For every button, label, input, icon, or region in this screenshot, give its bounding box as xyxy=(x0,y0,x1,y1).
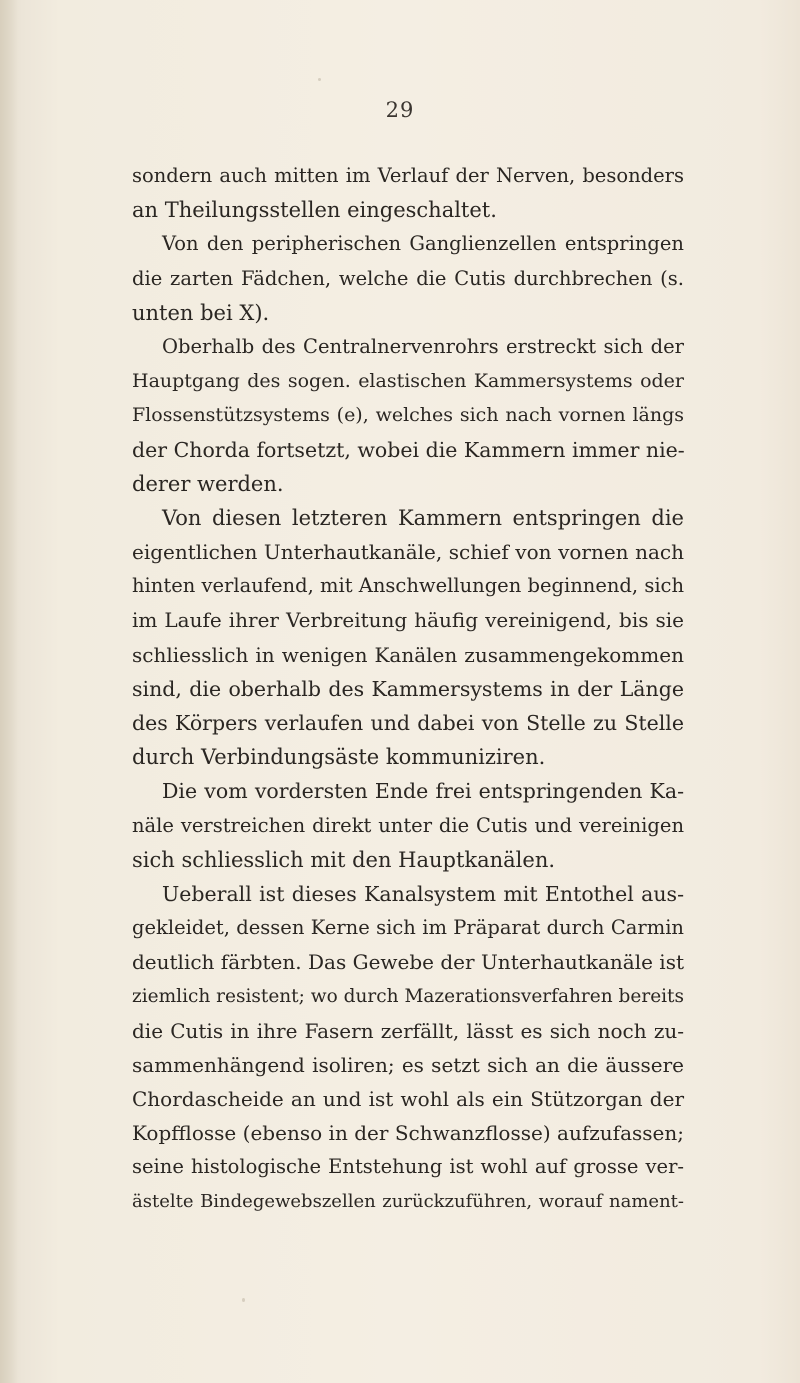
text-line: Von den peripherischen Ganglienzellen entspringen xyxy=(162,232,684,256)
text-line: gekleidet, dessen Kerne sich im Präparat durch Carmin xyxy=(132,916,684,940)
text-line: Von diesen letzteren Kammern entspringen die xyxy=(162,505,684,530)
text-line: derer werden. xyxy=(132,471,284,496)
paper-speck xyxy=(242,1298,245,1302)
text-line: hinten verlaufend, mit Anschwellungen beginnend, sich xyxy=(132,574,685,598)
binding-gutter-shadow xyxy=(0,0,18,1383)
text-line: Flossenstützsystems (e), welches sich nach vornen längs xyxy=(132,404,684,427)
page-number: 29 xyxy=(385,98,415,122)
text-line: des Körpers verlaufen und dabei von Stelle zu Stelle xyxy=(132,711,684,735)
text-line: sondern auch mitten im Verlauf der Nerven, besonders xyxy=(132,164,684,187)
text-line: sammenhängend isoliren; es setzt sich an die äussere xyxy=(132,1052,684,1077)
text-line: ziemlich resistent; wo durch Mazerationsverfahren bereits xyxy=(132,985,684,1007)
text-line: unten bei X). xyxy=(132,300,270,325)
text-line: im Laufe ihrer Verbreitung häufig vereinigend, bis sie xyxy=(132,608,684,633)
text-line: die zarten Fädchen, welche die Cutis durchbrechen (s. xyxy=(132,266,684,290)
text-line: näle verstreichen direkt unter die Cutis und vereinigen xyxy=(132,813,684,837)
text-line: Kopfflosse (ebenso in der Schwanzflosse) aufzufassen; xyxy=(132,1121,684,1146)
text-line: Oberhalb des Centralnervenrohrs erstreckt sich der xyxy=(162,334,684,358)
text-line: sind, die oberhalb des Kammersystems in der Länge xyxy=(132,676,684,701)
text-line: die Cutis in ihre Fasern zerfällt, lässt es sich noch zu- xyxy=(132,1018,684,1043)
text-line: ästelte Bindegewebszellen zurückzuführen, worauf nament- xyxy=(132,1190,684,1212)
text-line: Chordascheide an und ist wohl als ein Stützorgan der xyxy=(132,1087,684,1112)
body-text xyxy=(132,159,684,1219)
text-line: Ueberall ist dieses Kanalsystem mit Entothel aus- xyxy=(162,881,684,906)
text-line: sich schliesslich mit den Hauptkanälen. xyxy=(132,847,556,872)
text-line: Hauptgang des sogen. elastischen Kammersystems oder xyxy=(132,370,684,393)
text-line: Die vom vordersten Ende frei entspringenden Ka- xyxy=(162,779,684,804)
text-line: durch Verbindungsäste kommuniziren. xyxy=(132,745,546,770)
text-line: der Chorda fortsetzt, wobei die Kammern immer nie- xyxy=(132,437,685,462)
text-line: an Theilungsstellen eingeschaltet. xyxy=(132,198,497,223)
text-line: eigentlichen Unterhautkanäle, schief von vornen nach xyxy=(132,540,684,565)
text-line: seine histologische Entstehung ist wohl auf grosse ver- xyxy=(132,1155,684,1179)
text-line: schliesslich in wenigen Kanälen zusammengekommen xyxy=(132,642,684,667)
paper-speck xyxy=(318,78,321,81)
text-line: deutlich färbten. Das Gewebe der Unterhautkanäle ist xyxy=(132,950,684,975)
